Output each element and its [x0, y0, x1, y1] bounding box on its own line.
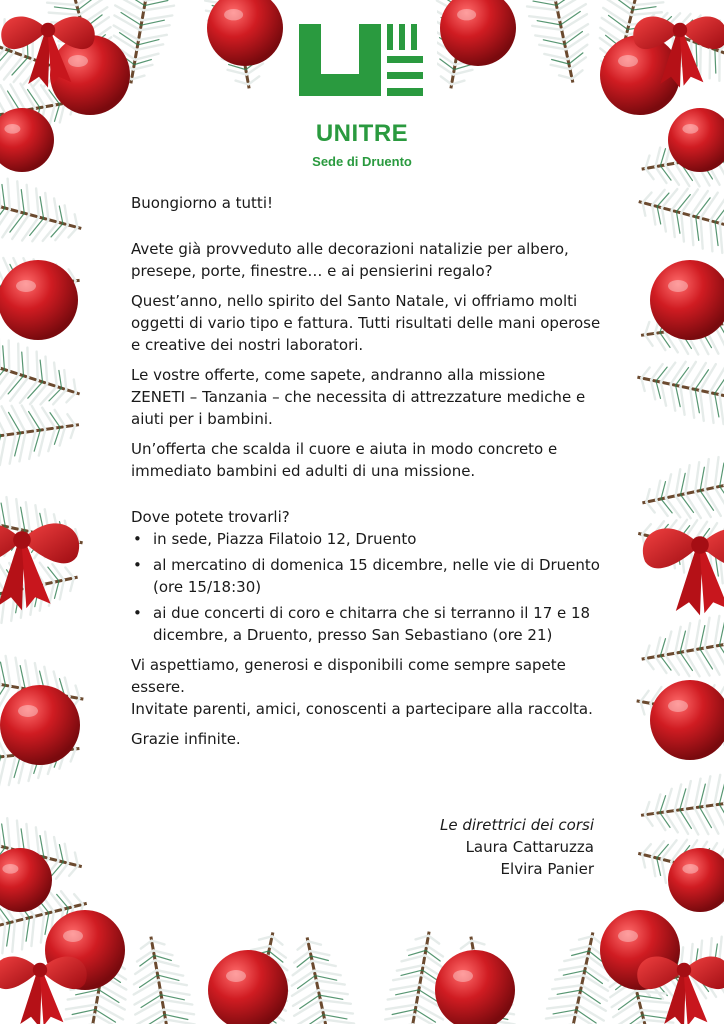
thanks: Grazie infinite.	[131, 730, 241, 748]
where-list	[131, 528, 601, 646]
unitre-logo	[287, 8, 437, 178]
paragraph-mission: Le vostre offerte, come sapete, andranno alla missione ZENETI – Tanzania – che necessita di attrezzature mediche e aiuti per i bambini.	[131, 366, 586, 428]
paragraph-heartwarming: Un’offerta che scalda il cuore e aiuta in modo concreto e immediato bambini ed adulti di una missione.	[131, 440, 558, 480]
letter-body	[131, 192, 601, 750]
closing-welcome: Vi aspettiamo, generosi e disponibili come sempre sapete essere.	[131, 656, 566, 696]
bullet-icon: •	[133, 530, 142, 548]
where-item-text: al mercatino di domenica 15 dicembre, nelle vie di Druento (ore 15/18:30)	[153, 556, 600, 596]
closing-invite: Invitate parenti, amici, conoscenti a partecipare alla raccolta.	[131, 700, 593, 718]
signature-role: Le direttrici dei corsi	[440, 816, 594, 834]
bullet-icon: •	[133, 556, 142, 574]
where-title: Dove potete trovarli?	[131, 508, 290, 526]
where-item	[131, 554, 601, 598]
paragraph-offer: Quest’anno, nello spirito del Santo Natale, vi offriamo molti oggetti di vario tipo e fattura. Tutti risultati delle mani operose e creative dei nostri laboratori.	[131, 292, 601, 354]
bottom-garland	[61, 926, 679, 1024]
logo-name: UNITRE	[315, 120, 409, 147]
bullet-icon: •	[133, 604, 142, 622]
where-item	[131, 528, 601, 550]
where-item-text: in sede, Piazza Filatoio 12, Druento	[153, 530, 417, 548]
logo-subtitle: Sede di Druento	[312, 154, 412, 169]
signature-name: Laura Cattaruzza	[465, 838, 594, 856]
signature-block	[440, 814, 594, 880]
where-item-text: ai due concerti di coro e chitarra che si terranno il 17 e 18 dicembre, a Druento, presso San Sebastiano (ore 21)	[153, 604, 591, 644]
paragraph-decorations: Avete già provveduto alle decorazioni natalizie per albero, presepe, porte, finestre… e ai pensierini regalo?	[131, 240, 569, 280]
where-item	[131, 602, 601, 646]
signature-name: Elvira Panier	[500, 860, 594, 878]
greeting: Buongiorno a tutti!	[131, 194, 273, 212]
unitre-logo-mark	[297, 16, 427, 116]
